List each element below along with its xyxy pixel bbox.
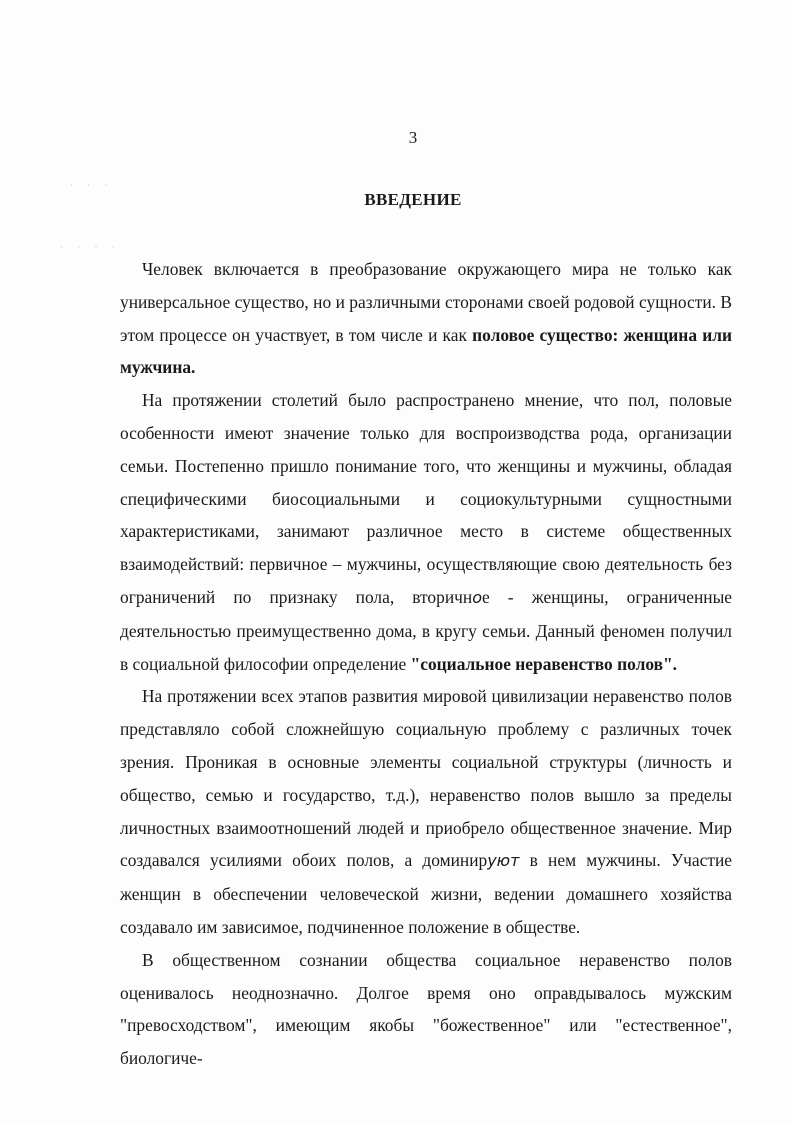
page-number: 3 — [408, 128, 418, 147]
body-text — [120, 253, 732, 1075]
handwritten-correction: уют — [487, 851, 520, 871]
paragraph-1: Человек включается в преобразование окружающего мира не только как универсальное существо, но и различными сторонами своей родовой сущности. В этом процессе он участвует, в том числе и как половое существо: женщина или мужчина. — [120, 259, 733, 378]
handwritten-correction: о — [472, 587, 482, 607]
scan-noise: · · · — [70, 180, 114, 190]
scan-noise: · · · · — [60, 242, 121, 252]
paragraph-4: В общественном сознании общества социальное неравенство полов оценивалось неоднозначно. Долгое время оно оправдывалось мужским "превосходством", имеющим якобы "божественное" или "естественное", биологиче- — [120, 949, 732, 1069]
section-heading: ВВЕДЕНИЕ — [364, 190, 462, 209]
paragraph-3: На протяжении всех этапов развития мировой цивилизации неравенство полов представляло собой сложнейшую социальную проблему с различных точек зрения. Проникая в основные элементы социальной структуры (личность и общество, семью и государство, т.д.), неравенство полов вышло за пределы личностных взаимоотношений людей и приобрело общественное значение. Мир создавался усилиями обоих полов, а доминируют в нем мужчины. Участие женщин в обеспечении человеческой жизни, ведении домашнего хозяйства создавало им зависимое, подчиненное положение в обществе. — [120, 686, 732, 937]
paragraph-2: На протяжении столетий было распространено мнение, что пол, половые особенности имеют значение только для воспроизводства рода, организации семьи. Постепенно пришло понимание того, что женщины и мужчины, обладая специфическими биосоциальными и социокультурными сущностными характеристиками, занимают различное место в системе общественных взаимодействий: первичное – мужчины, осуществляющие свою деятельность без ограничений по признаку пола, вторичное - женщины, ограниченные деятельностью преимущественно дома, в кругу семьи. Данный феномен получил в социальной философии определение "социальное неравенство полов". — [120, 390, 732, 674]
